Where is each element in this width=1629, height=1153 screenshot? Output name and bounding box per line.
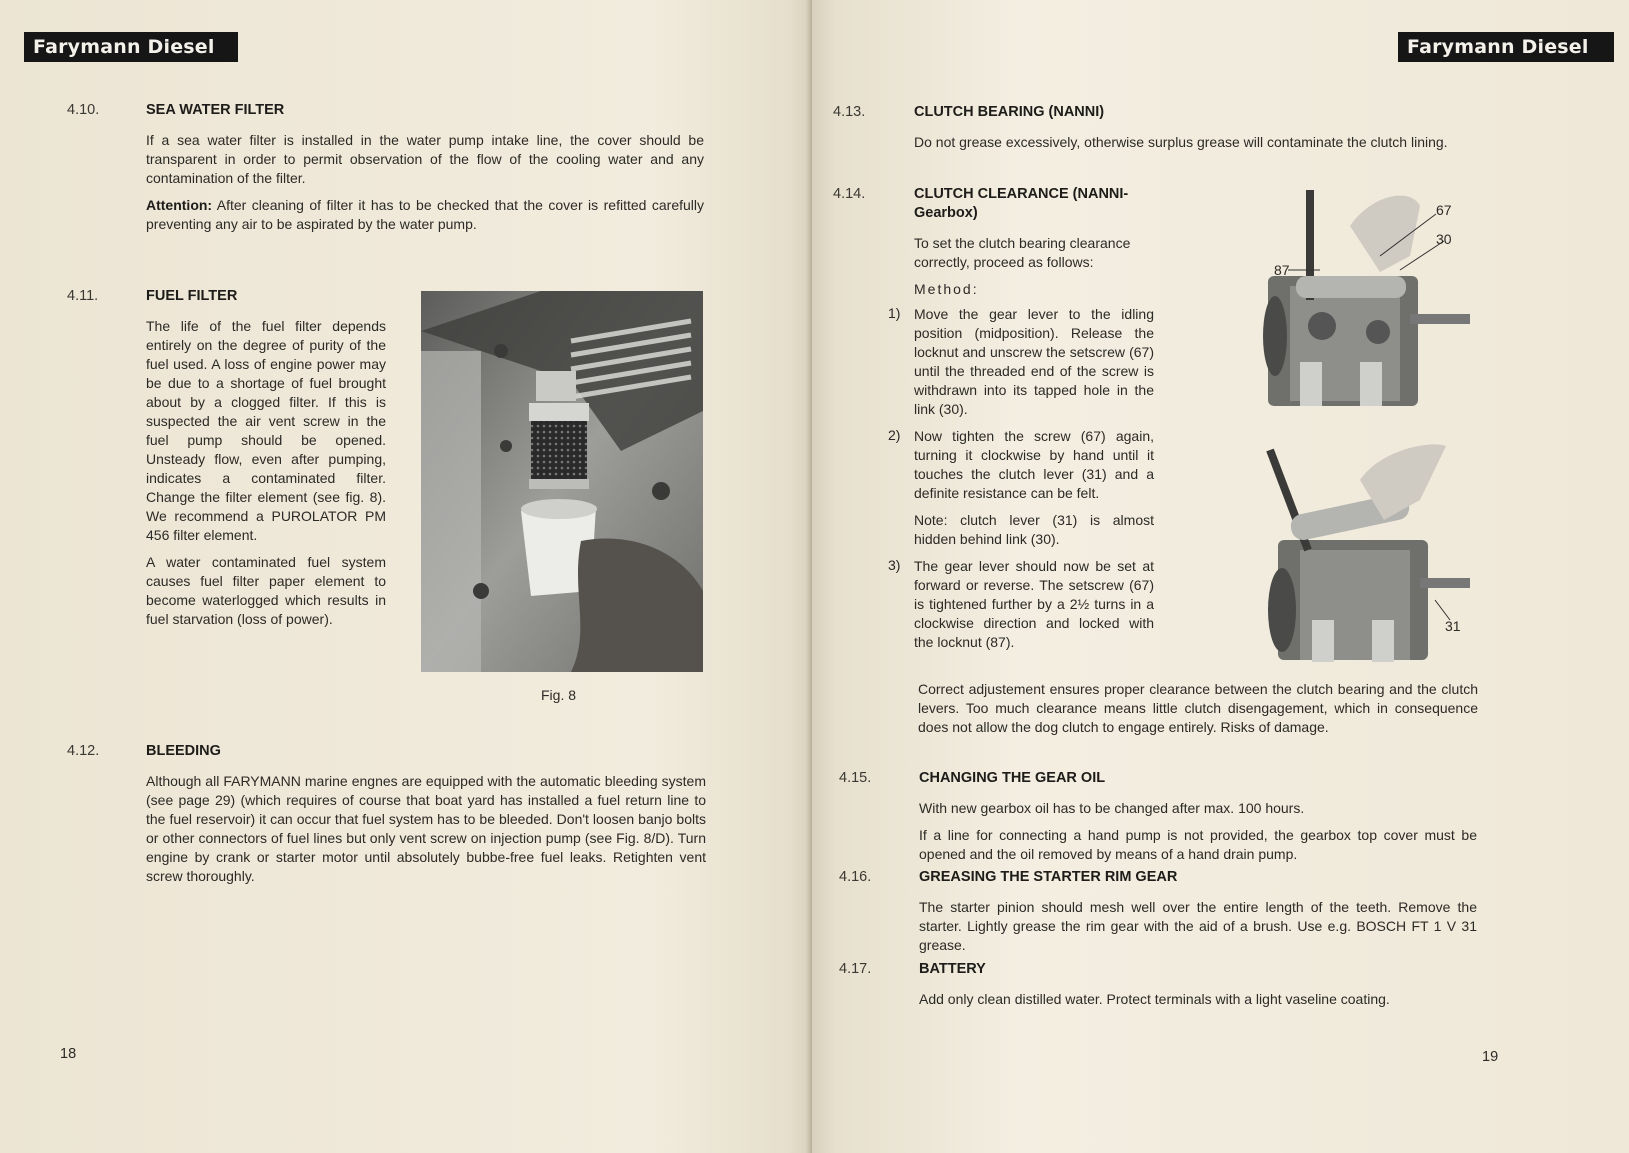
callout-67: 67 xyxy=(1436,202,1452,218)
attention-label: Attention: xyxy=(146,197,213,213)
section-heading: CLUTCH CLEARANCE (NANNI-Gearbox) xyxy=(914,186,1129,221)
callout-30: 30 xyxy=(1436,231,1452,247)
section-number: 4.16. xyxy=(839,869,872,885)
callout-87: 87 xyxy=(1274,262,1290,278)
paragraph: The starter pinion should mesh well over the entire length of the teeth. Remove the starter. Lightly grease the rim gear with the aid of a brush. Use e.g. BOSCH FT 1 V 31 grease. xyxy=(919,899,1477,953)
gearbox-illustration-top xyxy=(1260,186,1472,414)
step-note xyxy=(914,511,1154,549)
paragraph: If a line for connecting a hand pump is not provided, the gearbox top cover must be opened and the oil removed by means of a hand drain pump. xyxy=(919,827,1477,862)
section-heading: CLUTCH BEARING (NANNI) xyxy=(914,104,1105,120)
section-number: 4.14. xyxy=(833,186,866,202)
section-number: 4.17. xyxy=(839,961,872,977)
section-number: 4.15. xyxy=(839,770,872,786)
clutch-clearance-closing xyxy=(918,680,1478,745)
paragraph: A water contaminated fuel system causes fuel filter paper element to become waterlogged which results in fuel starvation (loss of power). xyxy=(146,554,386,627)
step-number: 2) xyxy=(888,427,901,443)
step-text: The gear lever should now be set at forward or reverse. The setscrew (67) is tightened further by a 2½ turns in a clockwise direction and locked with the locknut (87). xyxy=(914,558,1154,650)
section-heading: BATTERY xyxy=(919,961,986,977)
attention-text: After cleaning of filter it has to be checked that the cover is refitted carefully preventing any air to be aspirated by the water pump. xyxy=(146,197,704,232)
fuel-filter-illustration xyxy=(421,291,703,672)
section-battery xyxy=(919,960,1479,1017)
section-fuel-filter xyxy=(146,287,386,637)
method-label: Method: xyxy=(914,281,979,297)
section-bleeding xyxy=(146,742,706,894)
page-number: 19 xyxy=(1482,1049,1499,1065)
step-number: 1) xyxy=(888,305,901,321)
right-page xyxy=(812,0,1629,1153)
page-number: 18 xyxy=(60,1046,77,1062)
step-text: Now tighten the screw (67) again, turning it clockwise by hand until it touches the clutch lever (31) and a definite resistance can be felt. xyxy=(914,428,1154,501)
gearbox-photo-bottom xyxy=(1260,440,1472,666)
brand-logo-left: Farymann Diesel xyxy=(24,32,238,62)
section-heading: SEA WATER FILTER xyxy=(146,102,285,118)
left-page xyxy=(0,0,812,1153)
paragraph: Do not grease excessively, otherwise surplus grease will contaminate the clutch lining. xyxy=(914,134,1448,150)
figure-caption: Fig. 8 xyxy=(541,687,577,703)
callout-31: 31 xyxy=(1445,618,1461,634)
paragraph: If a sea water filter is installed in the water pump intake line, the cover should be transparent in order to permit observation of the flow of the cooling water and any contamination of the filter. xyxy=(146,132,704,186)
paragraph: Add only clean distilled water. Protect terminals with a light vaseline coating. xyxy=(919,991,1390,1007)
step-2 xyxy=(888,427,1154,503)
step-number: 3) xyxy=(888,557,901,573)
section-number: 4.12. xyxy=(67,743,100,759)
section-sea-water-filter xyxy=(146,101,704,242)
section-clutch-clearance xyxy=(888,185,1154,660)
gearbox-illustration-bottom xyxy=(1260,440,1472,666)
attention-paragraph xyxy=(146,196,704,234)
step-3 xyxy=(888,557,1154,652)
note-text: Note: clutch lever (31) is almost hidden behind link (30). xyxy=(914,512,1154,547)
paragraph: Correct adjustement ensures proper clearance between the clutch bearing and the clutch levers. Too much clearance means little clutch disengagement, which in consequence does not allow the dog clutch to engage entirely. Risks of damage. xyxy=(918,681,1478,735)
section-clutch-bearing xyxy=(914,103,1474,160)
step-1 xyxy=(888,305,1154,419)
step-text: Move the gear lever to the idling position (midposition). Release the locknut and unscrew the setscrew (67) until the threaded end of the screw is withdrawn into its tapped hole in the link (30). xyxy=(914,306,1154,417)
gearbox-photo-top xyxy=(1260,186,1472,414)
section-number: 4.13. xyxy=(833,104,866,120)
brand-logo-right: Farymann Diesel xyxy=(1398,32,1614,62)
section-heading: FUEL FILTER xyxy=(146,288,238,304)
paragraph: The life of the fuel filter depends entirely on the degree of purity of the fuel used. A loss of engine power may be due to a shortage of fuel brought about by a clogged filter. If this is suspected the air vent screw in the fuel pump should be opened. Unsteady flow, even after pumping, indicates a contaminated filter. Change the filter element (see fig. 8). We recommend a PUROLATOR PM 456 filter element. xyxy=(146,318,386,543)
fuel-filter-photo xyxy=(421,291,703,672)
section-heading: BLEEDING xyxy=(146,743,221,759)
section-heading: CHANGING THE GEAR OIL xyxy=(919,770,1106,786)
section-number: 4.10. xyxy=(67,102,100,118)
section-number: 4.11. xyxy=(67,288,99,304)
paragraph: Although all FARYMANN marine engnes are equipped with the automatic bleeding system (see page 29) (which requires of course that boat yard has installed a fuel return line to the fuel reservoir) it can occur that fuel system has to be bleeded. Don't loosen banjo bolts or other connectors of fuel lines but only vent screw on injection pump (see Fig. 8/D). Turn engine by crank or starter motor until absolutely bubbe-free fuel leaks. Retighten vent screw thoroughly. xyxy=(146,773,706,884)
section-changing-gear-oil xyxy=(919,769,1477,872)
section-greasing-starter-rim-gear xyxy=(919,868,1477,963)
paragraph: With new gearbox oil has to be changed after max. 100 hours. xyxy=(919,800,1305,816)
intro-paragraph: To set the clutch bearing clearance correctly, proceed as follows: xyxy=(914,235,1131,270)
section-heading: GREASING THE STARTER RIM GEAR xyxy=(919,869,1178,885)
